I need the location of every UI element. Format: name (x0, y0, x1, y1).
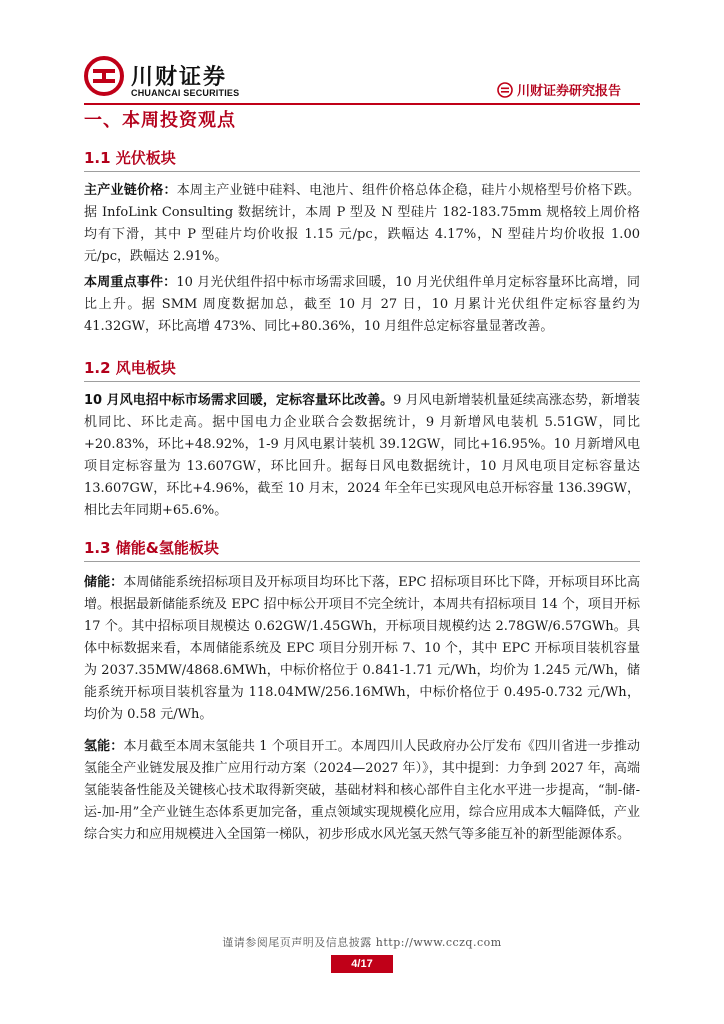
page-number: 4/17 (331, 955, 393, 973)
pv-price-paragraph (84, 180, 640, 268)
heading-storage: 1.3 储能&氢能板块 (84, 539, 219, 557)
hydrogen-label: 氢能： (84, 739, 124, 754)
hydrogen-paragraph (84, 736, 640, 846)
brand-name-cn: 川财证券 (131, 65, 228, 90)
wind-lead: 10 月风电招中标市场需求回暖，定标容量环比改善。 (84, 393, 394, 408)
page-header (0, 0, 724, 108)
wind-text: 9 月风电新增装机量延续高涨态势，新增装机同比、环比走高。据中国电力企业联合会数据统计，9 月新增风电装机 5.51GW，同比+20.83%，环比+48.92%，1-9 月风电累计装机 39.12GW，同比+16.95%。10 月新增风电项目定标容量为 13.607GW，环比回升。据每日风电数据统计，10 月风电项目定标容量达 13.607GW，环比+4.96%，截至 10 月末，2024 年全年已实现风电总开标容量 136.39GW，相比去年同期+65.6%。 (84, 393, 641, 518)
chuancai-logo-icon (84, 56, 124, 96)
storage-label: 储能： (84, 575, 124, 590)
heading-wind-rule (84, 381, 640, 382)
brand-name-en: CHUANCAI SECURITIES (131, 88, 240, 98)
heading-wind: 1.2 风电板块 (84, 359, 176, 377)
pv-price-label: 主产业链价格： (84, 183, 177, 198)
hydrogen-text: 本月截至本周末氢能共 1 个项目开工。本周四川人民政府办公厅发布《四川省进一步推动氢能全产业链发展及推广应用行动方案（2024—2027 年）》，其中提到：力争到 2027 年，高端氢能装备性能及关键核心技术取得新突破，基础材料和核心部件自主化水平进一步提高，“制-储-运-加-用”全产业链生态体系更加完备，重点领域实现规模化应用，综合应用成本大幅降低，产业综合实力和应用规模进入全国第一梯队，初步形成水风光氢天然气等多能互补的新型能源体系。 (84, 739, 640, 842)
wind-paragraph (84, 390, 640, 522)
storage-text: 本周储能系统招标项目及开标项目均环比下落，EPC 招标项目环比下降，开标项目环比高增。根据最新储能系统及 EPC 招中标公开项目不完全统计，本周共有招标项目 14 个，项目开标 17 个。其中招标项目规模达 0.62GW/1.45GWh，开标项目规模约达 2.78GW/6.57GWh。具体中标数据来看，本周储能系统及 EPC 项目分别开标 7、10 个，其中 EPC 开标项目装机容量为 2037.35MW/4868.6MWh，中标价格位于 0.841-1.71 元/Wh，均价为 1.245 元/Wh，储能系统开标项目装机容量为 118.04MW/256.16MWh，中标价格位于 0.495-0.732 元/Wh，均价为 0.58 元/Wh。 (84, 575, 640, 722)
report-tag (497, 80, 621, 99)
section-title: 一、本周投资观点 (84, 110, 236, 131)
pv-price-text: 本周主产业链中硅料、电池片、组件价格总体企稳，硅片小规格型号价格下跌。据 InfoLink Consulting 数据统计，本周 P 型及 N 型硅片 182-183.75mm 规格较上周价格均有下滑，其中 P 型硅片均价收报 1.15 元/pc，跌幅达 4.17%，N 型硅片均价收报 1.00 元/pc，跌幅达 2.91%。 (84, 183, 640, 264)
footer-disclaimer: 谨请参阅尾页声明及信息披露 http://www.cczq.com (222, 936, 502, 949)
pv-event-paragraph (84, 272, 640, 338)
heading-pv: 1.1 光伏板块 (84, 149, 176, 167)
pv-event-text: 10 月光伏组件招中标市场需求回暖，10 月光伏组件单月定标容量环比高增，同比上升。据 SMM 周度数据加总，截至 10 月 27 日，10 月累计光伏组件定标容量约为 41.32GW，环比高增 473%、同比+80.36%，10 月组件总定标容量显著改善。 (84, 275, 640, 334)
heading-storage-rule (84, 561, 640, 562)
report-logo-icon (497, 82, 513, 98)
pv-event-label: 本周重点事件： (84, 275, 177, 290)
header-divider (84, 103, 640, 105)
heading-pv-rule (84, 171, 640, 172)
report-tag-label: 川财证券研究报告 (517, 84, 622, 99)
storage-paragraph (84, 572, 640, 726)
